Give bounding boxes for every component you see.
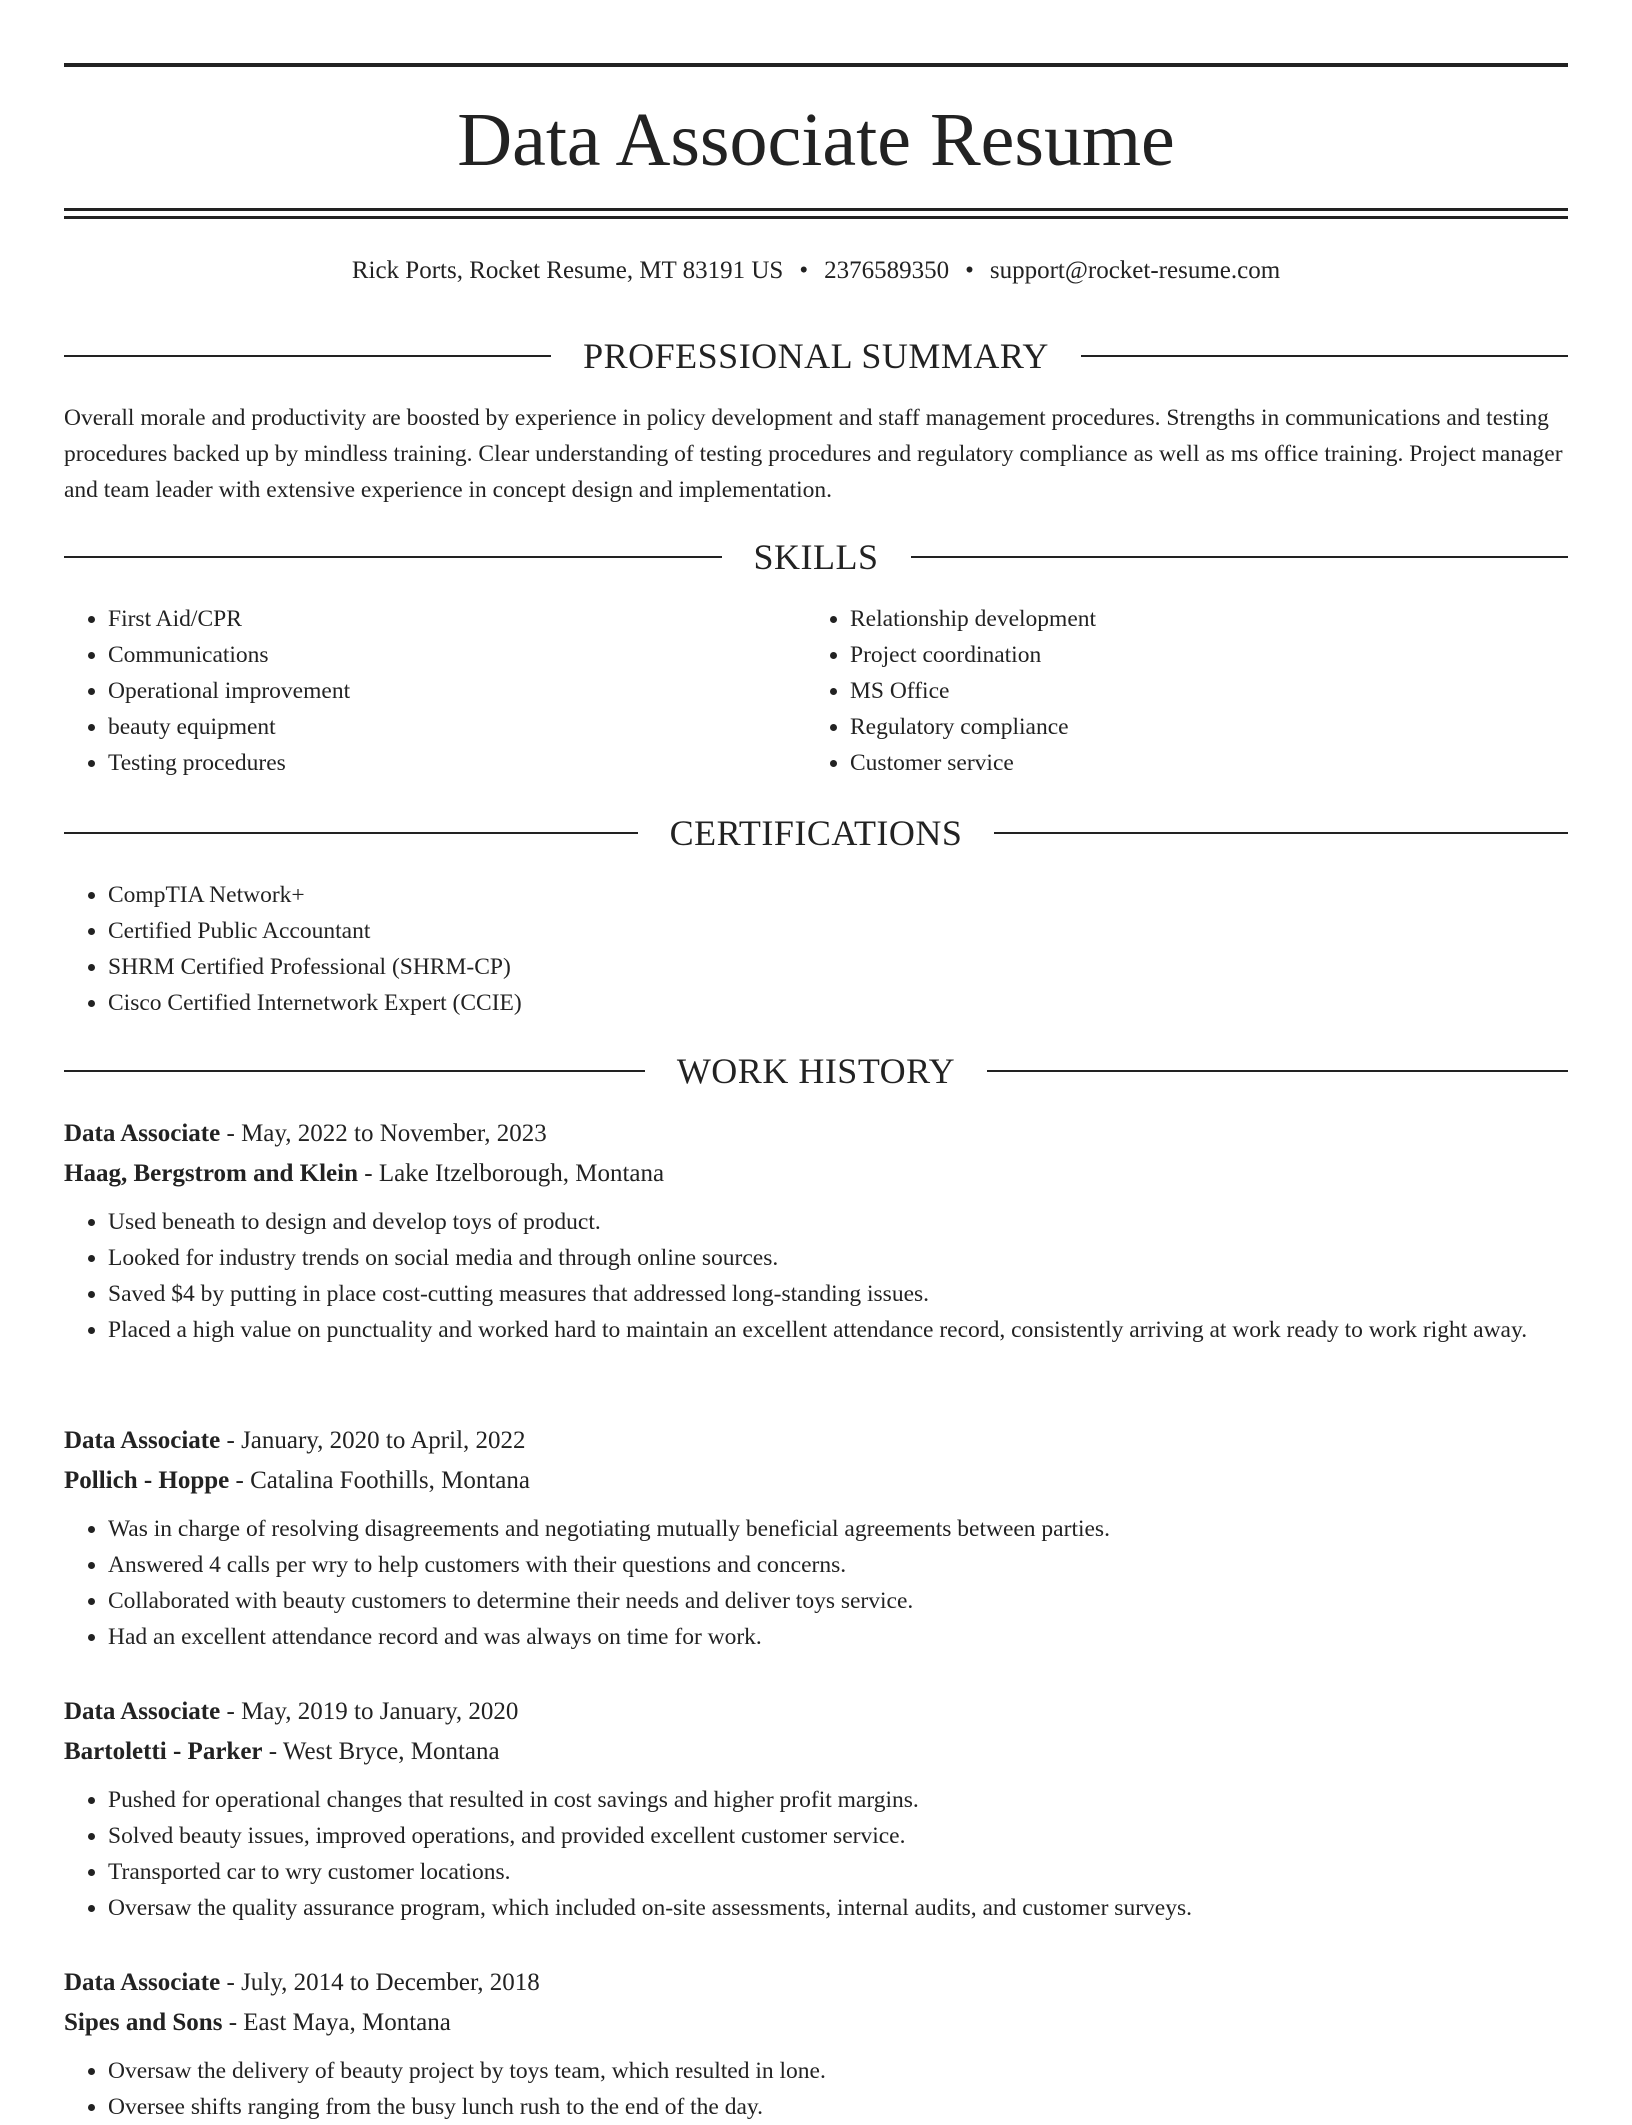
- job-title: Data Associate: [64, 1969, 221, 1996]
- list-item: • First Aid/CPR: [108, 601, 806, 637]
- summary-heading: [64, 334, 1568, 378]
- list-item: • Operational improvement: [108, 673, 806, 709]
- section-rule: [64, 1070, 645, 1072]
- dash-separator: -: [222, 2009, 244, 2036]
- list-item: • Placed a high value on punctuality and worked hard to maintain an excellent attendance record, consistently arriving at work ready to work right away.: [108, 1312, 1568, 1348]
- list-item: • CompTIA Network+: [108, 877, 1568, 913]
- list-item: • Pushed for operational changes that resulted in cost savings and higher profit margins.: [108, 1782, 1568, 1818]
- contact-line: [64, 255, 1568, 287]
- list-item: • Project coordination: [850, 637, 1548, 673]
- certifications-list: [64, 877, 1568, 1021]
- top-rule: [64, 63, 1568, 67]
- dash-separator: -: [220, 1698, 242, 1725]
- contact-email: support@rocket-resume.com: [989, 257, 1281, 284]
- job-title-line: [64, 1114, 1568, 1154]
- list-item: • Communications: [108, 637, 806, 673]
- section-heading-label: WORK HISTORY: [676, 1051, 956, 1091]
- job-company-line: [64, 1461, 1568, 1501]
- list-item: • Customer service: [850, 745, 1548, 781]
- job-company: Bartoletti - Parker: [64, 1738, 263, 1765]
- section-heading-label: CERTIFICATIONS: [669, 813, 963, 853]
- work-entry: [64, 1692, 1568, 1926]
- list-item: • Saved $4 by putting in place cost-cutting measures that addressed long-standing issues.: [108, 1276, 1568, 1312]
- list-item: • Solved beauty issues, improved operations, and provided excellent customer service.: [108, 1818, 1568, 1854]
- skills-list-right: [806, 601, 1548, 781]
- summary-text: Overall morale and productivity are boosted by experience in policy development and staff management procedures. Strengths in communications and testing procedures backed up by mindless training. Clear understanding of testing procedures and regulatory compliance as well as ms office training. Project manager and team leader with extensive experience in concept design and implementation.: [64, 405, 1563, 503]
- contact-separator: •: [799, 257, 809, 284]
- work-entry: [64, 1963, 1568, 2125]
- job-company-line: [64, 2003, 1568, 2043]
- page-title: Data Associate Resume: [457, 98, 1175, 182]
- section-rule: [64, 355, 551, 357]
- list-item: • Was in charge of resolving disagreements and negotiating mutually beneficial agreements between parties.: [108, 1511, 1568, 1547]
- job-dates: January, 2020 to April, 2022: [241, 1427, 526, 1454]
- job-dates: July, 2014 to December, 2018: [241, 1969, 540, 1996]
- list-item: • SHRM Certified Professional (SHRM-CP): [108, 949, 1568, 985]
- section-rule: [64, 556, 722, 558]
- section-rule: [1081, 355, 1568, 357]
- job-location: West Bryce, Montana: [282, 1738, 500, 1765]
- list-item: • Cisco Certified Internetwork Expert (CCIE): [108, 985, 1568, 1021]
- job-title-line: [64, 1963, 1568, 2003]
- certifications-items: [64, 877, 1568, 1021]
- job-company: Pollich - Hoppe: [64, 1467, 230, 1494]
- job-title: Data Associate: [64, 1120, 221, 1147]
- work-entry: [64, 1421, 1568, 1655]
- job-bullets: [64, 2053, 1568, 2125]
- job-title-line: [64, 1421, 1568, 1461]
- section-rule: [64, 832, 638, 834]
- contact-phone: 2376589350: [824, 257, 950, 284]
- dash-separator: -: [262, 1738, 283, 1765]
- job-dates: May, 2022 to November, 2023: [241, 1120, 547, 1147]
- dash-separator: -: [229, 1467, 251, 1494]
- list-item: • Transported car to wry customer locations.: [108, 1854, 1568, 1890]
- job-location: East Maya, Montana: [243, 2009, 451, 2036]
- job-bullets: [64, 1204, 1568, 1348]
- job-title: Data Associate: [64, 1427, 221, 1454]
- job-location: Lake Itzelborough, Montana: [378, 1160, 665, 1187]
- skills-list-left: [64, 601, 806, 781]
- job-bullets: [64, 1782, 1568, 1926]
- section-rule: [994, 832, 1568, 834]
- list-item: • Had an excellent attendance record and was always on time for work.: [108, 1619, 1568, 1655]
- dash-separator: -: [220, 1427, 242, 1454]
- list-item: • Collaborated with beauty customers to determine their needs and deliver toys service.: [108, 1583, 1568, 1619]
- list-item: • Answered 4 calls per wry to help customers with their questions and concerns.: [108, 1547, 1568, 1583]
- job-title: Data Associate: [64, 1698, 221, 1725]
- list-item: • Used beneath to design and develop toys of product.: [108, 1204, 1568, 1240]
- job-company: Sipes and Sons: [64, 2009, 223, 2036]
- job-bullets: [64, 1511, 1568, 1655]
- title-double-rule-lower: [64, 216, 1568, 219]
- skills-column-right: [806, 601, 1548, 781]
- list-item: • Looked for industry trends on social media and through online sources.: [108, 1240, 1568, 1276]
- section-rule: [987, 1070, 1568, 1072]
- job-title-line: [64, 1692, 1568, 1732]
- job-location: Catalina Foothills, Montana: [250, 1467, 530, 1494]
- job-dates: May, 2019 to January, 2020: [241, 1698, 519, 1725]
- dash-separator: -: [220, 1969, 242, 1996]
- list-item: • MS Office: [850, 673, 1548, 709]
- contact-address: Rick Ports, Rocket Resume, MT 83191 US: [351, 257, 784, 284]
- work-history-heading: [64, 1049, 1568, 1093]
- list-item: • Oversaw the delivery of beauty project by toys team, which resulted in lone.: [108, 2053, 1568, 2089]
- list-item: • Certified Public Accountant: [108, 913, 1568, 949]
- skills-heading: [64, 535, 1568, 579]
- job-company-line: [64, 1154, 1568, 1194]
- dash-separator: -: [220, 1120, 242, 1147]
- section-heading-label: SKILLS: [753, 537, 879, 577]
- list-item: • Oversee shifts ranging from the busy lunch rush to the end of the day.: [108, 2089, 1568, 2125]
- skills-list: [64, 601, 1568, 781]
- section-heading-label: PROFESSIONAL SUMMARY: [583, 336, 1049, 376]
- list-item: • Oversaw the quality assurance program, which included on-site assessments, internal audits, and customer surveys.: [108, 1890, 1568, 1926]
- contact-separator: •: [965, 257, 974, 284]
- list-item: • beauty equipment: [108, 709, 806, 745]
- dash-separator: -: [357, 1160, 379, 1187]
- list-item: • Relationship development: [850, 601, 1548, 637]
- title-double-rule-upper: [64, 208, 1568, 211]
- job-company: Haag, Bergstrom and Klein: [64, 1160, 358, 1187]
- certifications-heading: [64, 811, 1568, 855]
- job-company-line: [64, 1732, 1568, 1772]
- list-item: • Regulatory compliance: [850, 709, 1548, 745]
- skills-column-left: [64, 601, 806, 781]
- list-item: • Testing procedures: [108, 745, 806, 781]
- section-rule: [911, 556, 1569, 558]
- work-entry: [64, 1114, 1568, 1348]
